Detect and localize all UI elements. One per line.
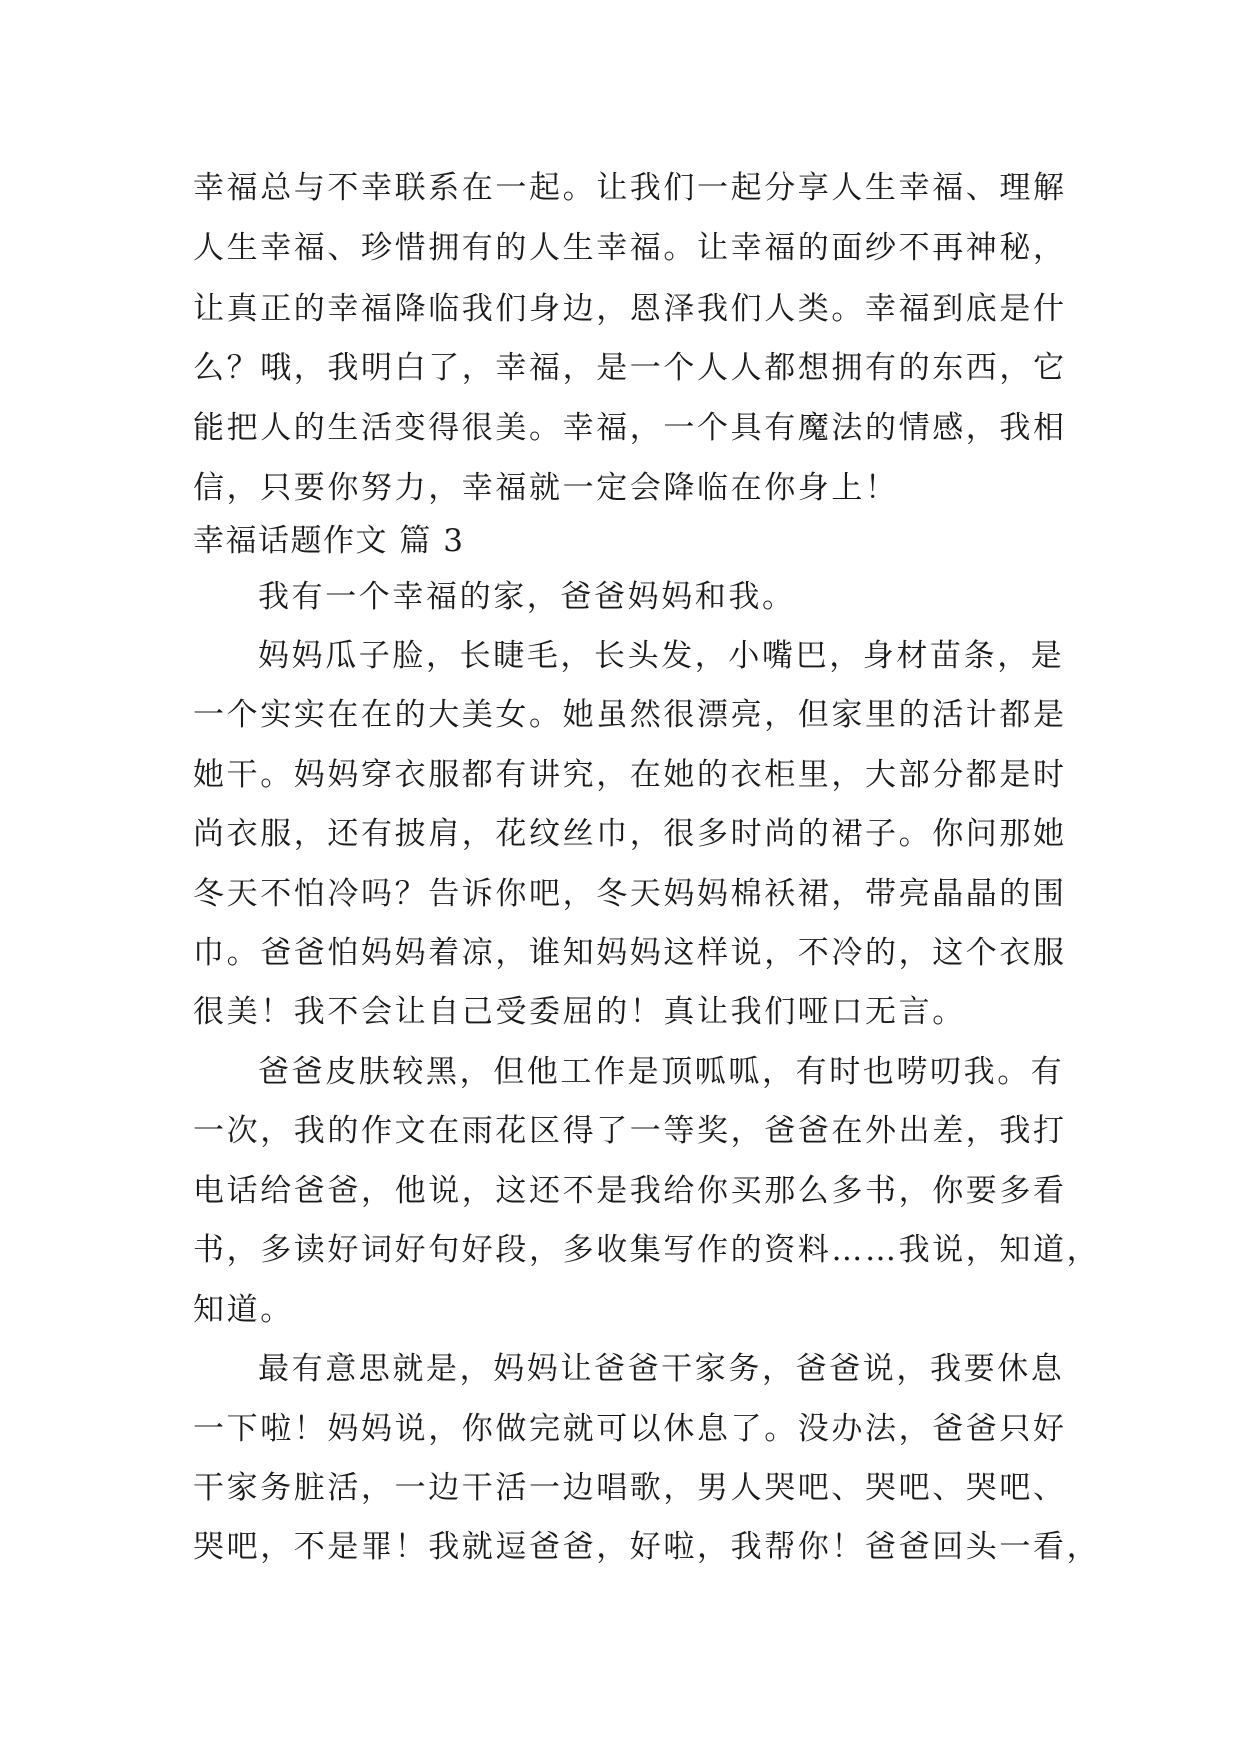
text-line: 能把人的生活变得很美。幸福，一个具有魔法的情感，我相 [193,410,1067,446]
paragraph-first-line: 妈妈瓜子脸，长睫毛，长头发，小嘴巴，身材苗条，是 [258,638,1065,674]
paragraph-first-line: 我有一个幸福的家，爸爸妈妈和我。 [258,579,796,615]
text-line: 干家务脏活，一边干活一边唱歌，男人哭吧、哭吧、哭吧、 [193,1470,1067,1506]
text-line: 知道。 [193,1292,294,1328]
text-line: 她干。妈妈穿衣服都有讲究，在她的衣柜里，大部分都是时 [193,757,1067,793]
text-line: 幸福总与不幸联系在一起。让我们一起分享人生幸福、理解 [193,170,1067,206]
text-line: 一个实实在在的大美女。她虽然很漂亮，但家里的活计都是 [193,697,1067,733]
text-line: 么？哦，我明白了，幸福，是一个人人都想拥有的东西，它 [193,350,1067,386]
text-line: 巾。爸爸怕妈妈着凉，谁知妈妈这样说，不冷的，这个衣服 [193,935,1067,971]
text-line: 信，只要你努力，幸福就一定会降临在你身上！ [193,470,899,506]
paragraph-first-line: 爸爸皮肤较黑，但他工作是顶呱呱，有时也唠叨我。有 [258,1054,1065,1090]
paragraph-first-line: 最有意思就是，妈妈让爸爸干家务，爸爸说，我要休息 [258,1351,1065,1387]
text-line: 冬天不怕冷吗？告诉你吧，冬天妈妈棉袄裙，带亮晶晶的围 [193,876,1067,912]
section-heading: 幸福话题作文 篇 3 [193,523,465,559]
text-line: 一下啦！妈妈说，你做完就可以休息了。没办法，爸爸只好 [193,1411,1067,1447]
text-line: 电话给爸爸，他说，这还不是我给你买那么多书，你要多看 [193,1173,1067,1209]
text-line: 人生幸福、珍惜拥有的人生幸福。让幸福的面纱不再神秘， [193,230,1067,266]
text-line: 让真正的幸福降临我们身边，恩泽我们人类。幸福到底是什 [193,291,1067,327]
text-line: 很美！我不会让自己受委屈的！真让我们哑口无言。 [193,994,966,1030]
text-line: 尚衣服，还有披肩，花纹丝巾，很多时尚的裙子。你问那她 [193,816,1067,852]
text-line: 哭吧，不是罪！我就逗爸爸，好啦，我帮你！爸爸回头一看， [193,1529,1101,1565]
text-line: 一次，我的作文在雨花区得了一等奖，爸爸在外出差，我打 [193,1113,1067,1149]
text-line: 书，多读好词好句好段，多收集写作的资料……我说，知道， [193,1232,1101,1268]
